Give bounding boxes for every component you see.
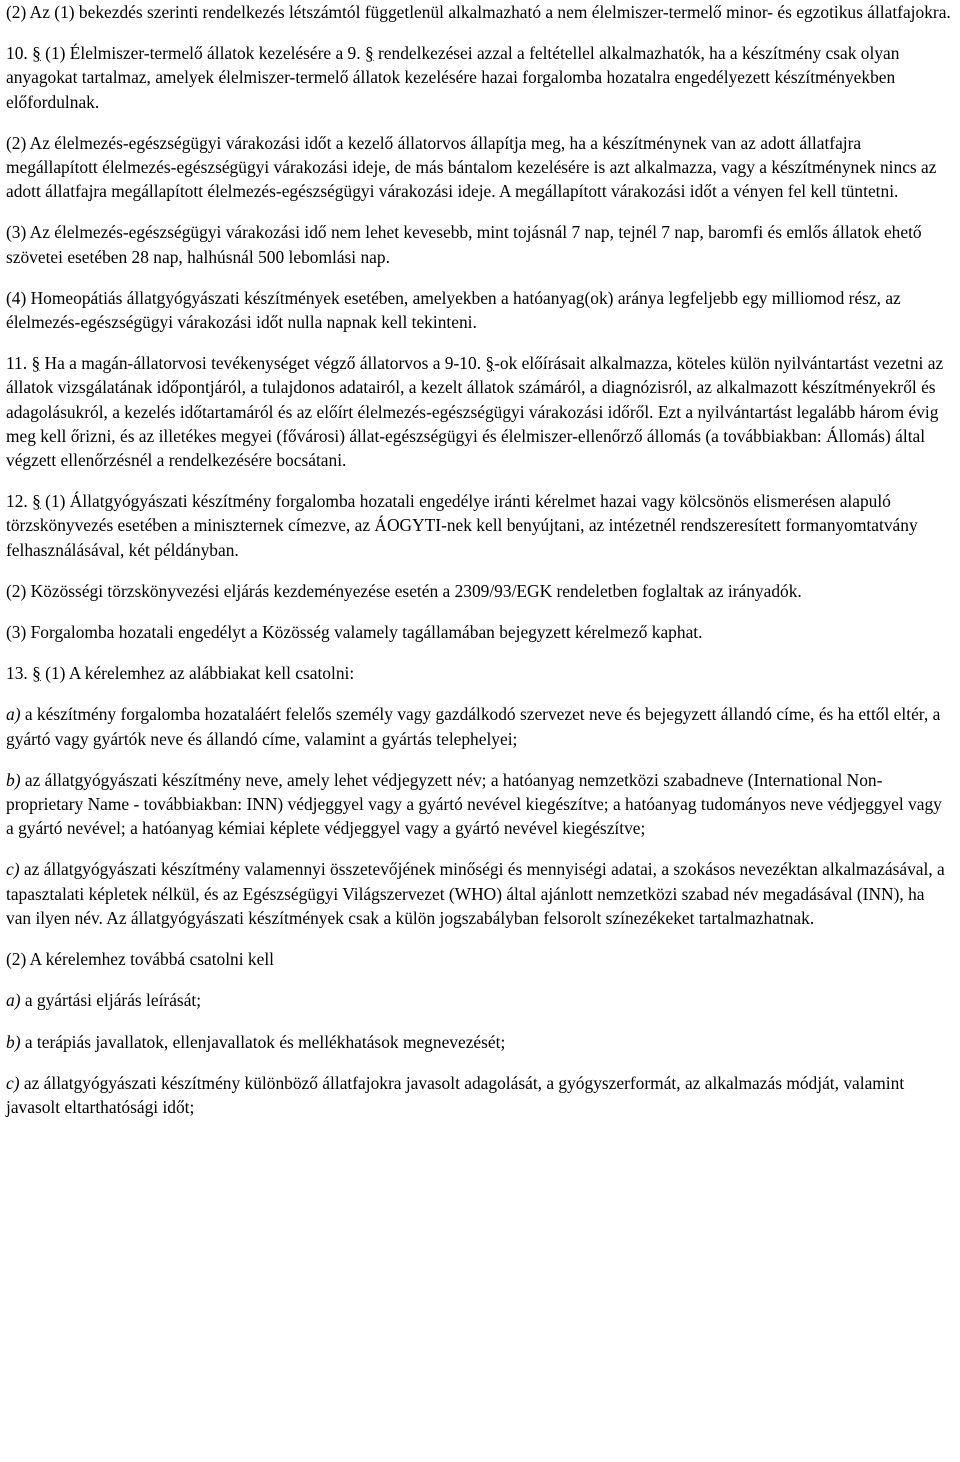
item-letter: c) bbox=[6, 859, 20, 880]
paragraph-13-1 bbox=[6, 661, 953, 685]
item-letter: a) bbox=[6, 990, 21, 1011]
paragraph-10-1 bbox=[6, 41, 953, 114]
paragraph-12-2 bbox=[6, 579, 953, 603]
paragraph-10-4 bbox=[6, 286, 953, 334]
list-item-13-1-c bbox=[6, 857, 953, 930]
paragraph-9-2 bbox=[6, 0, 953, 24]
section-reference-link[interactable]: § bbox=[364, 43, 374, 64]
paragraph-text: a gyártási eljárás leírását; bbox=[20, 990, 202, 1011]
paragraph-text: (3) Az élelmezés-egészségügyi várakozási idő nem lehet kevesebb, mint tojásnál 7 nap, tejnél 7 nap, baromfi és emlős állatok ehető szövetei esetében 28 nap, halhúsnál 500 lebomlási nap. bbox=[6, 222, 922, 267]
paragraph-text: a terápiás javallatok, ellenjavallatok és mellékhatások megnevezését; bbox=[20, 1031, 506, 1052]
paragraph-text: az állatgyógyászati készítmény különböző állatfajokra javasolt adagolását, a gyógyszerformát, az alkalmazás módját, valamint javasolt eltarthatósági időt; bbox=[6, 1072, 905, 1117]
paragraph-text: (4) Homeopátiás állatgyógyászati készítmények esetében, amelyekben a hatóanyag(ok) aránya legfeljebb egy milliomod rész, az élelmezés-egészségügyi várakozási időt nulla napnak kell tekinteni. bbox=[6, 287, 901, 333]
list-item-13-1-a bbox=[6, 702, 953, 750]
paragraph-text: (1) Élelmiszer-termelő állatok kezelésére a 9. bbox=[40, 43, 365, 64]
paragraph-11 bbox=[6, 351, 953, 472]
paragraph-text: (2) Az (1) bekezdés szerinti rendelkezés létszámtól függetlenül alkalmazható a nem élelmiszer-termelő minor- és egzotikus állatfajokra. bbox=[6, 2, 951, 22]
section-number: 10. bbox=[6, 43, 28, 64]
list-item-13-2-c bbox=[6, 1071, 953, 1119]
paragraph-text: az állatgyógyászati készítmény valamennyi összetevőjének minőségi és mennyiségi adatai, a szokásos nevezéktan alkalmazásával, a tapasztalati képletek nélkül, és az Egészségügyi Világszervezet (WHO) által ajánlott nemzetközi szabad név megadásával (INN), ha van ilyen név. Az állatgyógyászati készítmények csak a külön jogszabályban felsorolt színezékeket tartalmazhatnak. bbox=[6, 859, 945, 928]
list-item-13-2-a bbox=[6, 988, 953, 1012]
list-item-13-1-b bbox=[6, 768, 953, 841]
paragraph-text: -ok előírásait alkalmazza, köteles külön nyilvántartást vezetni az állatok vizsgálatának időpontjáról, a tulajdonos adatairól, a kezelt állatok számáról, a diagnózisról, az alkalmazott készítményekről és adagolásukról, a kezelés időtartamáról és az előírt élelmezés-egészségügyi várakozási időről. Ezt a nyilvántartást legalább három évig meg kell őrizni, és az illetékes megyei (fővárosi) állat-egészségügyi és élelmiszer-ellenőrző állomás (a továbbiakban: Állomás) által végzett ellenőrzésnél a rendelkezésére bocsátani. bbox=[6, 353, 944, 471]
section-sign-link[interactable]: § bbox=[31, 353, 41, 374]
paragraph-12-1 bbox=[6, 489, 953, 562]
paragraph-text: rendelkezései azzal a feltétellel alkalmazhatók, ha a készítmény csak olyan anyagokat tartalmaz, amelyek élelmiszer-termelő állatok kezelésére hazai forgalomba hozatalra engedélyezett készítményekben előfordulnak. bbox=[6, 43, 900, 112]
item-letter: b) bbox=[6, 1031, 21, 1052]
paragraph-text: (2) Közösségi törzskönyvezési eljárás kezdeményezése esetén a 2309/93/EGK rendeletben foglaltak az irányadók. bbox=[6, 580, 802, 601]
list-item-13-2-b bbox=[6, 1030, 953, 1054]
item-letter: b) bbox=[6, 769, 21, 790]
section-sign-link[interactable]: § bbox=[32, 663, 41, 684]
paragraph-text: (2) A kérelemhez továbbá csatolni kell bbox=[6, 949, 275, 970]
paragraph-text: az állatgyógyászati készítmény neve, amely lehet védjegyzett név; a hatóanyag nemzetközi szabadneve (International Non-proprietary Name - továbbiakban: INN) védjeggyel vagy a gyártó nevével kiegészítve; a hatóanyag tudományos neve védjeggyel vagy a gyártó nevével; a hatóanyag kémiai képlete védjeggyel vagy a gyártó nevével kiegészítve; bbox=[6, 769, 942, 839]
paragraph-10-2 bbox=[6, 131, 953, 204]
section-number: 12. bbox=[6, 491, 28, 512]
paragraph-12-3 bbox=[6, 620, 953, 644]
section-number: 13. bbox=[6, 663, 28, 684]
item-letter: a) bbox=[6, 704, 21, 725]
paragraph-text: (1) A kérelemhez az alábbiakat kell csatolni: bbox=[40, 663, 355, 684]
section-reference-link[interactable]: § bbox=[485, 353, 495, 374]
paragraph-10-3 bbox=[6, 220, 953, 268]
section-sign-link[interactable]: § bbox=[32, 43, 41, 64]
paragraph-13-2 bbox=[6, 947, 953, 971]
paragraph-text: (2) Az élelmezés-egészségügyi várakozási időt a kezelő állatorvos állapítja meg, ha a készítménynek van az adott állatfajra megállapított élelmezés-egészségügyi várakozási ideje, de más bántalom kezelésére is azt alkalmazza, vagy a készítménynek nincs az adott állatfajra megállapított élelmezés-egészségügyi várakozási ideje. A megállapított várakozási időt a vényen fel kell tüntetni. bbox=[6, 132, 937, 202]
paragraph-text: Ha a magán-állatorvosi tevékenységet végző állatorvos a 9-10. bbox=[40, 353, 486, 374]
section-number: 11. bbox=[6, 353, 28, 374]
section-sign-link[interactable]: § bbox=[32, 491, 41, 512]
paragraph-text: (3) Forgalomba hozatali engedélyt a Közösség valamely tagállamában bejegyzett kérelmező kaphat. bbox=[6, 622, 703, 643]
paragraph-text: a készítmény forgalomba hozataláért felelős személy vagy gazdálkodó szervezet neve és bejegyzett állandó címe, és ha ettől eltér, a gyártó vagy gyártók neve és állandó címe, valamint a gyártás telephelyei; bbox=[6, 704, 941, 749]
paragraph-text: (1) Állatgyógyászati készítmény forgalomba hozatali engedélye iránti kérelmet hazai vagy kölcsönös elismerésen alapuló törzskönyvezés esetében a miniszternek címezve, az ÁOGYTI-nek kell benyújtani, az intézetnél rendszeresített formanyomtatvány felhasználásával, két példányban. bbox=[6, 491, 918, 560]
item-letter: c) bbox=[6, 1072, 20, 1093]
